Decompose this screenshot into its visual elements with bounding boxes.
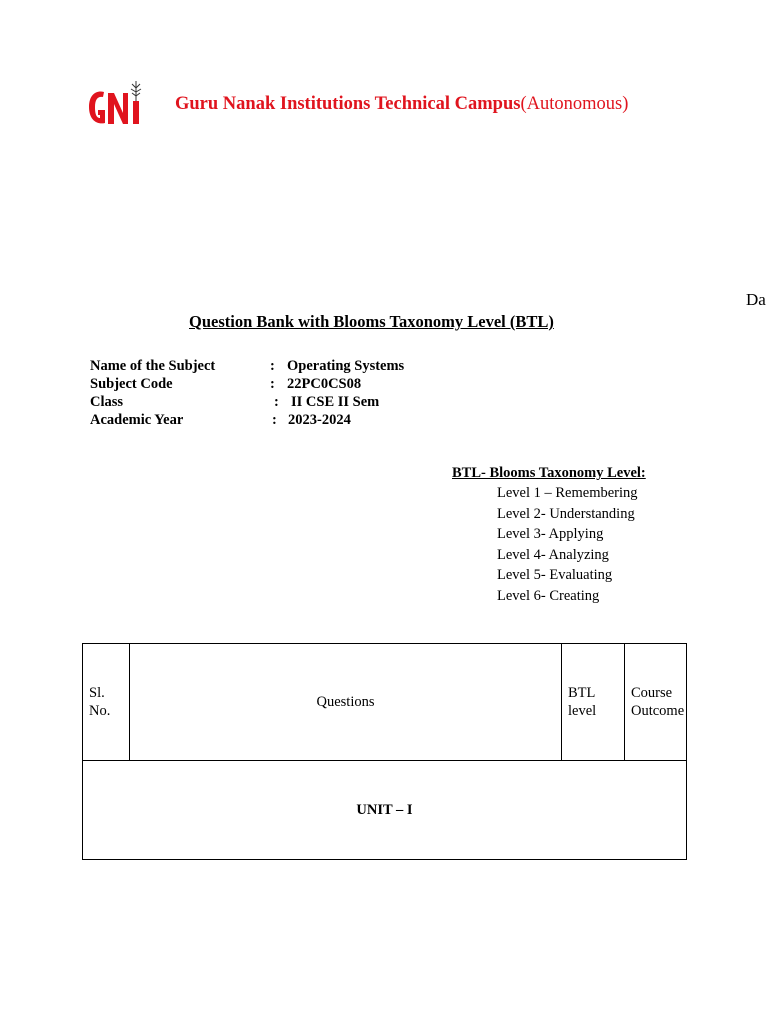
table-unit-row: [83, 761, 687, 860]
btl-level-item: Level 6- Creating: [497, 588, 600, 604]
subject-info-label: Class: [90, 394, 124, 410]
subject-info-separator: :: [270, 358, 275, 374]
header-sl-line1: Sl.: [89, 685, 105, 701]
header-course-outcome: [625, 644, 687, 761]
institution-name-main: Guru Nanak Institutions Technical Campus: [175, 94, 521, 114]
gni-logo: [86, 80, 148, 128]
subject-info-label: Name of the Subject: [90, 358, 216, 374]
header-questions: Questions: [130, 644, 562, 761]
institution-name: [175, 94, 628, 115]
institution-suffix: (Autonomous): [520, 94, 629, 114]
subject-info-label: Academic Year: [90, 412, 184, 428]
question-table: [82, 643, 687, 860]
subject-info-value: II CSE II Sem: [291, 394, 380, 410]
unit-label: UNIT – I: [83, 761, 687, 860]
header-sl-line2: No.: [89, 703, 111, 719]
btl-legend-heading: BTL- Blooms Taxonomy Level:: [452, 465, 646, 481]
header-btl-line2: level: [568, 703, 597, 719]
subject-info-value: Operating Systems: [287, 358, 405, 374]
btl-level-item: Level 4- Analyzing: [497, 547, 609, 563]
subject-info-separator: :: [270, 376, 275, 392]
btl-level-item: Level 2- Understanding: [497, 506, 635, 522]
document-title: Question Bank with Blooms Taxonomy Level (BTL): [189, 312, 554, 331]
header-btl-line1: BTL: [568, 685, 596, 701]
btl-level-item: Level 1 – Remembering: [497, 485, 638, 501]
subject-info-label: Subject Code: [90, 376, 173, 392]
subject-info-value: 2023-2024: [288, 412, 351, 428]
subject-info-separator: :: [274, 394, 279, 410]
subject-info-separator: :: [272, 412, 277, 428]
cut-off-text: Da: [746, 290, 766, 309]
table-header-row: [83, 644, 687, 761]
header-btl-level: [562, 644, 625, 761]
header-co-line2: Outcome: [631, 703, 685, 719]
btl-level-item: Level 3- Applying: [497, 526, 604, 542]
header-co-line1: Course: [631, 685, 673, 701]
header-sl-no: [83, 644, 130, 761]
btl-level-item: Level 5- Evaluating: [497, 567, 613, 583]
subject-info-value: 22PC0CS08: [287, 376, 362, 392]
